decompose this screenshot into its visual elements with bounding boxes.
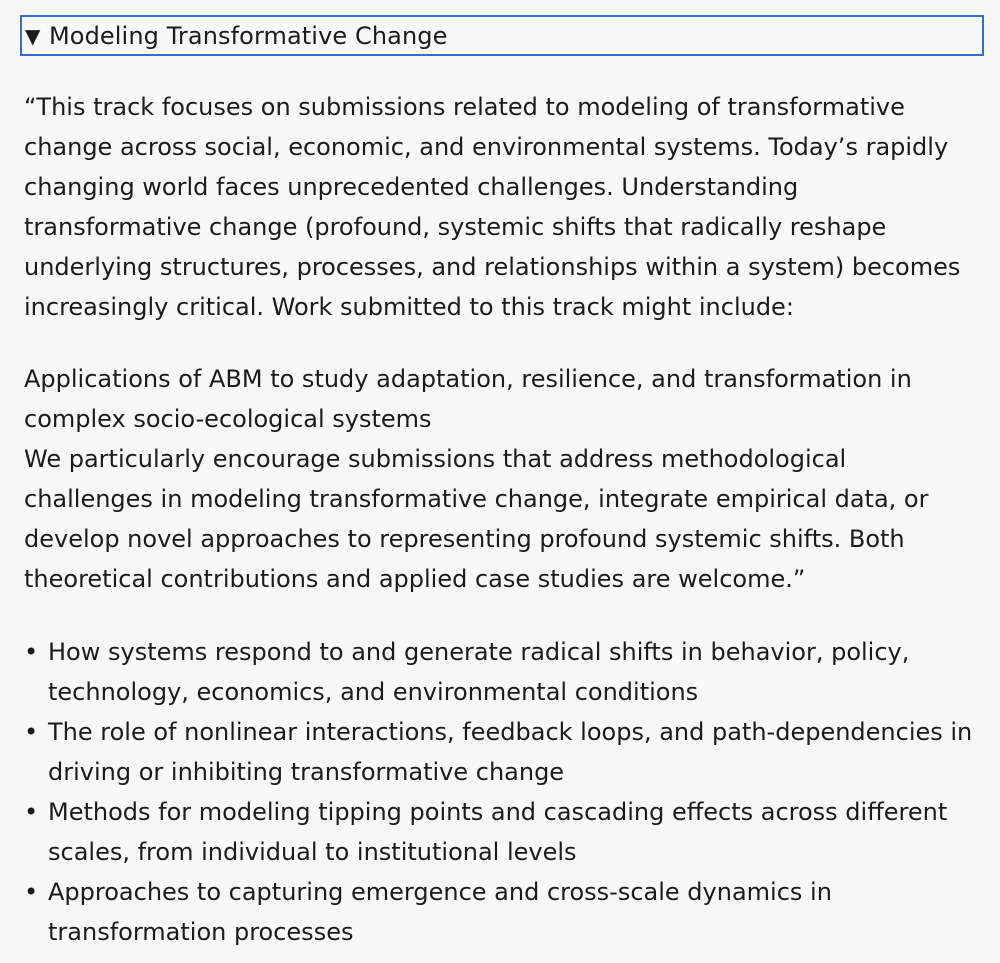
section-content [24,87,984,952]
applications-and-encouragement [24,359,972,599]
encouragement-line: We particularly encourage submissions that address methodological challenges in modeling transformative change, integrate empirical data, or develop novel approaches to representing profound systemic shifts. Both theoretical contributions and applied case studies are welcome.” [24,445,929,593]
caret-down-icon: ▼ [25,23,41,48]
applications-line: Applications of ABM to study adaptation, resilience, and transformation in complex socio-ecological systems [24,365,912,433]
topic-list [24,632,974,952]
list-item: • Methods for modeling tipping points and cascading effects across different scales, from individual to institutional levels [24,792,974,872]
section-title: Modeling Transformative Change [49,21,448,50]
list-item: • How systems respond to and generate radical shifts in behavior, policy, technology, economics, and environmental conditions [24,632,974,712]
section-summary-toggle[interactable] [20,15,984,56]
list-item: • Approaches to capturing emergence and cross-scale dynamics in transformation processes [24,872,974,952]
list-item: • The role of nonlinear interactions, feedback loops, and path-dependencies in driving or inhibiting transformative change [24,712,974,792]
intro-paragraph: “This track focuses on submissions related to modeling of transformative change across social, economic, and environmental systems. Today’s rapidly changing world faces unprecedented challenges. Understanding transformative change (profound, systemic shifts that radically reshape underlying structures, processes, and relationships within a system) becomes increasingly critical. Work submitted to this track might include: [24,93,961,321]
